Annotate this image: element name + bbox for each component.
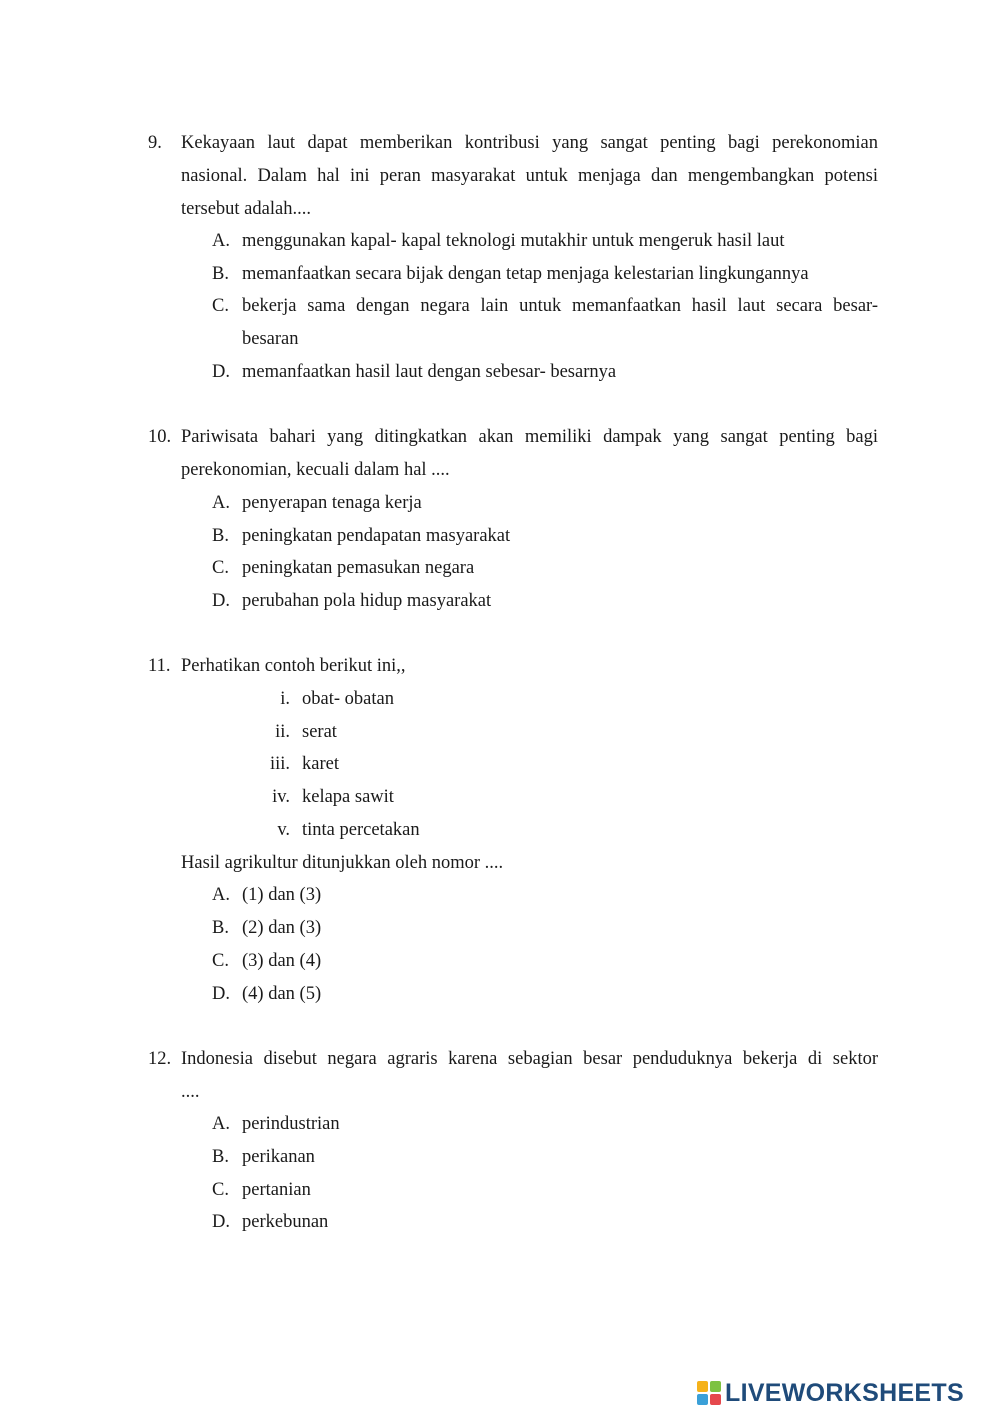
question-10-text-line-1: Pariwisata bahari yang ditingkatkan akan memiliki dampak yang sangat penting bagi <box>181 427 878 447</box>
liveworksheets-logo-icon <box>697 1381 721 1405</box>
question-11-item-iii: karet <box>302 754 339 774</box>
question-12-option-c-letter: C. <box>212 1180 229 1200</box>
question-9-text-line-1: Kekayaan laut dapat memberikan kontribusi yang sangat penting bagi perekonomian <box>181 133 878 153</box>
question-11-prompt: Hasil agrikultur ditunjukkan oleh nomor .... <box>181 853 504 873</box>
question-9-option-d-letter: D. <box>212 362 230 382</box>
question-12-option-a[interactable]: perindustrian <box>242 1114 340 1134</box>
question-10-option-d[interactable]: perubahan pola hidup masyarakat <box>242 591 492 611</box>
question-10-option-a-letter: A. <box>212 493 230 513</box>
question-12-option-b[interactable]: perikanan <box>242 1147 315 1167</box>
question-11-option-c-letter: C. <box>212 951 229 971</box>
question-9-option-a-letter: A. <box>212 231 230 251</box>
question-10-option-a[interactable]: penyerapan tenaga kerja <box>242 493 422 513</box>
question-9-option-c-continuation: besaran <box>242 329 299 349</box>
question-11-item-i: obat- obatan <box>302 689 394 709</box>
question-12-number: 12. <box>148 1049 172 1069</box>
liveworksheets-brand-text: LIVEWORKSHEETS <box>725 1379 964 1407</box>
question-12-text-line-2: .... <box>181 1082 200 1102</box>
question-9-number: 9. <box>148 133 162 153</box>
question-11-item-v-numeral: v. <box>277 820 290 840</box>
question-9-option-c[interactable]: bekerja sama dengan negara lain untuk memanfaatkan hasil laut secara besar- <box>242 296 878 316</box>
question-11-item-i-numeral: i. <box>280 689 290 709</box>
question-10-option-d-letter: D. <box>212 591 230 611</box>
question-11-option-d[interactable]: (4) dan (5) <box>242 984 322 1004</box>
question-12-text-line-1: Indonesia disebut negara agraris karena sebagian besar penduduknya bekerja di sektor <box>181 1049 878 1069</box>
question-10-text-line-2: perekonomian, kecuali dalam hal .... <box>181 460 450 480</box>
question-9-text-line-2: nasional. Dalam hal ini peran masyarakat untuk menjaga dan mengembangkan potensi <box>181 166 878 186</box>
question-9-text-line-3: tersebut adalah.... <box>181 199 311 219</box>
question-10-option-b[interactable]: peningkatan pendapatan masyarakat <box>242 526 511 546</box>
question-9-option-d[interactable]: memanfaatkan hasil laut dengan sebesar- besarnya <box>242 362 617 382</box>
question-11-item-iv-numeral: iv. <box>272 787 290 807</box>
question-12-option-d[interactable]: perkebunan <box>242 1212 329 1232</box>
question-11-option-d-letter: D. <box>212 984 230 1004</box>
question-11-option-b[interactable]: (2) dan (3) <box>242 918 322 938</box>
question-11-option-c[interactable]: (3) dan (4) <box>242 951 322 971</box>
question-10-number: 10. <box>148 427 172 447</box>
question-9-option-b[interactable]: memanfaatkan secara bijak dengan tetap menjaga kelestarian lingkungannya <box>242 264 809 284</box>
question-12-option-c[interactable]: pertanian <box>242 1180 311 1200</box>
question-11-option-a[interactable]: (1) dan (3) <box>242 885 322 905</box>
question-10-option-b-letter: B. <box>212 526 229 546</box>
question-11-item-ii-numeral: ii. <box>275 722 290 742</box>
question-11-item-v: tinta percetakan <box>302 820 420 840</box>
question-12-option-a-letter: A. <box>212 1114 230 1134</box>
question-10-option-c-letter: C. <box>212 558 229 578</box>
question-11-item-ii: serat <box>302 722 337 742</box>
question-11-option-b-letter: B. <box>212 918 229 938</box>
question-9-option-a[interactable]: menggunakan kapal- kapal teknologi mutakhir untuk mengeruk hasil laut <box>242 231 785 251</box>
liveworksheets-logo <box>697 1378 964 1408</box>
question-12-option-b-letter: B. <box>212 1147 229 1167</box>
question-11-option-a-letter: A. <box>212 885 230 905</box>
question-11-text-line-1: Perhatikan contoh berikut ini,, <box>181 656 406 676</box>
question-11-item-iii-numeral: iii. <box>269 754 290 774</box>
question-11-item-iv: kelapa sawit <box>302 787 394 807</box>
question-12-option-d-letter: D. <box>212 1212 230 1232</box>
question-9-option-b-letter: B. <box>212 264 229 284</box>
question-11-number: 11. <box>148 656 171 676</box>
question-10-option-c[interactable]: peningkatan pemasukan negara <box>242 558 475 578</box>
question-9-option-c-letter: C. <box>212 296 229 316</box>
